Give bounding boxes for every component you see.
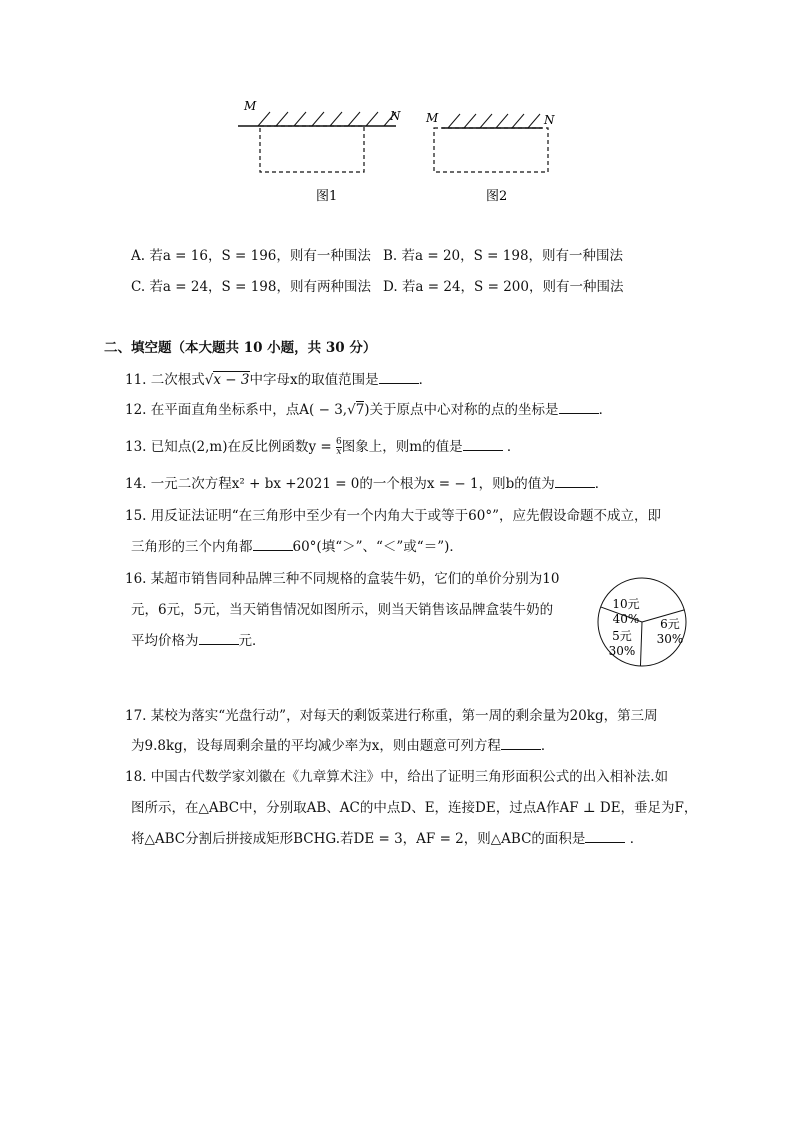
pie-slice-label: 5元	[612, 629, 632, 643]
question-15-line-1	[125, 506, 661, 526]
q14-pre: 一元二次方程x² + bx +2021 = 0的一个根为x = − 1，则b的值为	[150, 476, 555, 492]
q13-number: 13.	[125, 439, 147, 455]
question-13	[125, 437, 520, 457]
q16-blank	[199, 632, 239, 645]
option-a	[131, 246, 371, 266]
question-18-line-1	[125, 767, 668, 787]
q11-pre: 二次根式	[150, 372, 205, 388]
option-b-text: 若a = 20，S = 198，则有一种围法	[401, 248, 624, 264]
radical-sign-icon: √	[204, 372, 214, 388]
q11-post: 中字母x的取值范围是	[249, 372, 379, 388]
question-14	[125, 474, 608, 494]
q12-root: 7	[355, 402, 365, 418]
option-c	[131, 277, 371, 297]
q12-post: )关于原点中心对称的点的坐标是	[364, 402, 559, 418]
figure-2	[420, 96, 570, 206]
q17-line2: 为9.8kg，设每周剩余量的平均减少率为x，则由题意可列方程	[131, 738, 501, 754]
q18-line3: 将△ABC分割后拼接成矩形BCHG.若DE = 3，AF = 2，则△ABC的面积是	[131, 831, 586, 847]
fig1-label-n: N	[390, 109, 401, 123]
q13-numerator: 6	[336, 437, 342, 447]
q13-blank	[463, 438, 503, 451]
pie-slice-label: 6元	[660, 617, 680, 631]
option-a-letter: A.	[131, 248, 146, 264]
q16-line3-pre: 平均价格为	[131, 633, 199, 649]
q16-line3-post: 元．	[238, 633, 266, 649]
q15-number: 15.	[125, 508, 147, 524]
question-16-line-3	[131, 631, 266, 651]
q17-blank	[501, 737, 541, 750]
q14-end: ．	[594, 476, 609, 492]
q12-blank	[559, 401, 599, 414]
q12-number: 12.	[125, 402, 147, 418]
q18-blank	[585, 830, 625, 843]
pie-slice-percent: 30%	[656, 632, 684, 646]
q16-line1: 某超市销售同种品牌三种不同规格的盒装牛奶，它们的单价分别为10	[150, 571, 560, 587]
q15-blank	[253, 538, 293, 551]
q11-number: 11.	[125, 372, 147, 388]
fig1-caption: 图1	[316, 189, 338, 204]
figure-1	[230, 96, 410, 206]
option-d-letter: D.	[383, 279, 398, 295]
question-12	[125, 400, 612, 420]
option-b	[383, 246, 623, 266]
fig2-label-m: M	[426, 111, 439, 125]
pie-slice-label: 10元	[612, 597, 640, 611]
radical-sign-icon: √	[347, 402, 356, 418]
q13-end: ．	[506, 439, 521, 455]
q18-line1: 中国古代数学家刘徽在《九章算术注》中，给出了证明三角形面积公式的出入相补法.如	[150, 769, 669, 785]
pie-slice-percent: 30%	[608, 644, 636, 658]
q11-end: ．	[418, 372, 433, 388]
q16-pie-chart	[590, 575, 694, 669]
q15-line1: 用反证法证明“在三角形中至少有一个内角大于或等于60°”，应先假设命题不成立，即	[150, 508, 662, 524]
question-15-line-2	[131, 537, 463, 557]
fig1-label-m: M	[244, 99, 257, 113]
q13-denominator: x	[336, 447, 342, 457]
fig2-label-n: N	[544, 113, 555, 127]
fig2-caption: 图2	[486, 189, 508, 204]
q15-line2-post: 60°(填“＞”、“＜”或“＝”)．	[292, 539, 463, 555]
question-16-line-2: 元，6元，5元，当天销售情况如图所示，则当天销售该品牌盒装牛奶的	[131, 602, 554, 618]
q17-end: ．	[540, 738, 555, 754]
question-16-line-1	[125, 569, 559, 589]
question-11	[125, 370, 432, 390]
option-a-text: 若a = 16，S = 196，则有一种围法	[149, 248, 371, 264]
option-b-letter: B.	[383, 248, 398, 264]
q15-line2-pre: 三角形的三个内角都	[131, 539, 253, 555]
q11-radicand: x − 3	[213, 372, 250, 388]
q17-number: 17.	[125, 708, 147, 724]
option-d-text: 若a = 24，S = 200，则有一种围法	[401, 279, 624, 295]
q11-blank	[379, 371, 419, 384]
option-c-text: 若a = 24，S = 198，则有两种围法	[149, 279, 371, 295]
q18-number: 18.	[125, 769, 147, 785]
option-c-letter: C.	[131, 279, 146, 295]
q14-blank	[555, 475, 595, 488]
q12-end: ．	[598, 402, 613, 418]
q17-line1: 某校为落实“光盘行动”，对每天的剩饭菜进行称重，第一周的剩余量为20kg，第三周	[150, 708, 658, 724]
question-18-line-3	[131, 829, 643, 849]
section-2-title: 二、填空题（本大题共 10 小题，共 30 分）	[104, 340, 377, 356]
option-d	[383, 277, 623, 297]
question-17-line-2	[131, 736, 554, 756]
q13-post: 图象上，则m的值是	[341, 439, 463, 455]
pie-slice-percent: 40%	[612, 612, 640, 626]
q18-end: ．	[629, 831, 644, 847]
question-17-line-1	[125, 706, 658, 726]
q16-number: 16.	[125, 571, 147, 587]
q13-pre: 已知点(2,m)在反比例函数y =	[150, 439, 332, 455]
q14-number: 14.	[125, 476, 147, 492]
question-18-line-2: 图所示，在△ABC中，分别取AB、AC的中点D、E，连接DE，过点A作AF ⊥ DE，垂足为F，	[131, 800, 698, 816]
q12-pre: 在平面直角坐标系中，点A( − 3,	[150, 402, 348, 418]
